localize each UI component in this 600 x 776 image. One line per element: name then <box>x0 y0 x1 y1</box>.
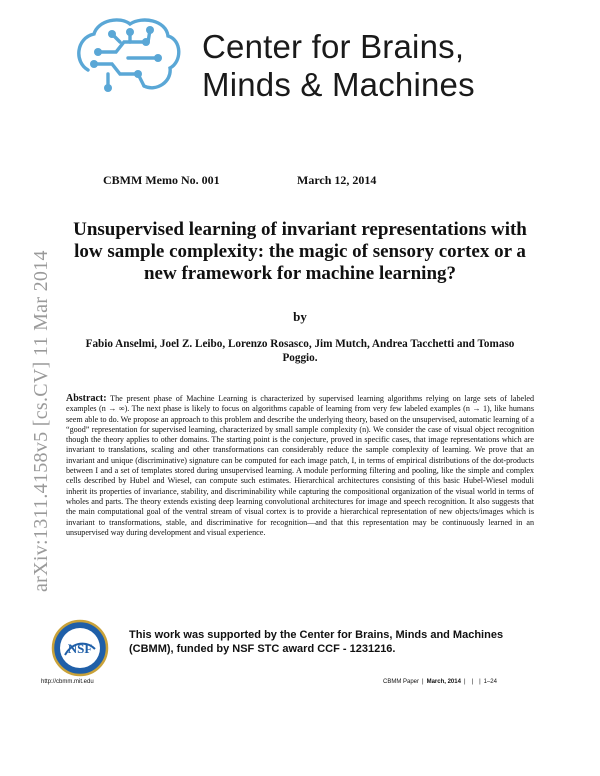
memo-number: CBMM Memo No. 001 <box>103 173 220 187</box>
footer-pages: 1–24 <box>483 679 497 685</box>
cbmm-logo <box>68 12 186 112</box>
abstract-label: Abstract: <box>66 393 107 404</box>
author-list: Fabio Anselmi, Joel Z. Leibo, Lorenzo Rosasco, Jim Mutch, Andrea Tacchetti and Tomaso Poggio. <box>85 338 515 364</box>
arxiv-stamp: arXiv:1311.4158v5 [cs.CV] 11 Mar 2014 <box>30 250 52 592</box>
funding-statement: This work was supported by the Center for Brains, Minds and Machines (CBMM), funded by NSF STC award CCF - 1231216. <box>129 629 504 655</box>
footer-paper: CBMM Paper <box>383 679 420 685</box>
footer-info: CBMM Paper | March, 2014 | | | 1–24 <box>383 679 497 685</box>
footer-date: March, 2014 <box>426 679 461 685</box>
by-label: by <box>293 309 307 324</box>
nsf-logo-text: NSF <box>67 641 93 656</box>
memo-date: March 12, 2014 <box>297 173 377 187</box>
center-name-line2: Minds & Machines <box>202 66 475 103</box>
footer-url[interactable]: http://cbmm.mit.edu <box>41 679 94 685</box>
paper-title: Unsupervised learning of invariant representations with low sample complexity: the magic of sensory cortex or a new framework for machine learning? <box>73 219 527 284</box>
center-name-line1: Center for Brains, <box>202 28 465 65</box>
center-name <box>202 28 475 104</box>
nsf-logo <box>51 619 109 677</box>
abstract-text: The present phase of Machine Learning is characterized by supervised learning algorithms relying on large sets of labeled examples (n → ∞). The next phase is likely to focus on algorithms capable of learning from very few labeled examples (n → 1), like humans seem able to do. We propose an approach to this problem and describe the underlying theory, based on the unsupervised, automatic learning of a “good” representation for supervised learning, characterized by small sample complexity (n). We consider the case of visual object recognition though the theory applies to other domains. The starting point is the conjecture, proved in specific cases, that image representations which are invariant to translations, scaling and other transformations can considerably reduce the sample complexity of learning. We prove that an invariant and unique (discriminative) signature can be computed for each image patch, I, in terms of empirical distributions of the dot-products between I and a set of templates stored during unsupervised learning. A module performing filtering and pooling, like the simple and complex cells described by Hubel and Wiesel, can compute such estimates. Hierarchical architectures consisting of this basic Hubel-Wiesel moduli inherit its properties of invariance, stability, and discriminability while capturing the compositional organization of the visual world in terms of wholes and parts. The theory extends existing deep learning convolutional architectures for image and speech recognition. It also suggests that the main computational goal of the ventral stream of visual cortex is to provide a hierarchical representation of new objects/images which is invariant to transformations, stable, and discriminative for recognition—and that this representation may be continuously learned in an unsupervised way during development and visual experience. <box>66 394 534 537</box>
abstract <box>66 394 534 538</box>
